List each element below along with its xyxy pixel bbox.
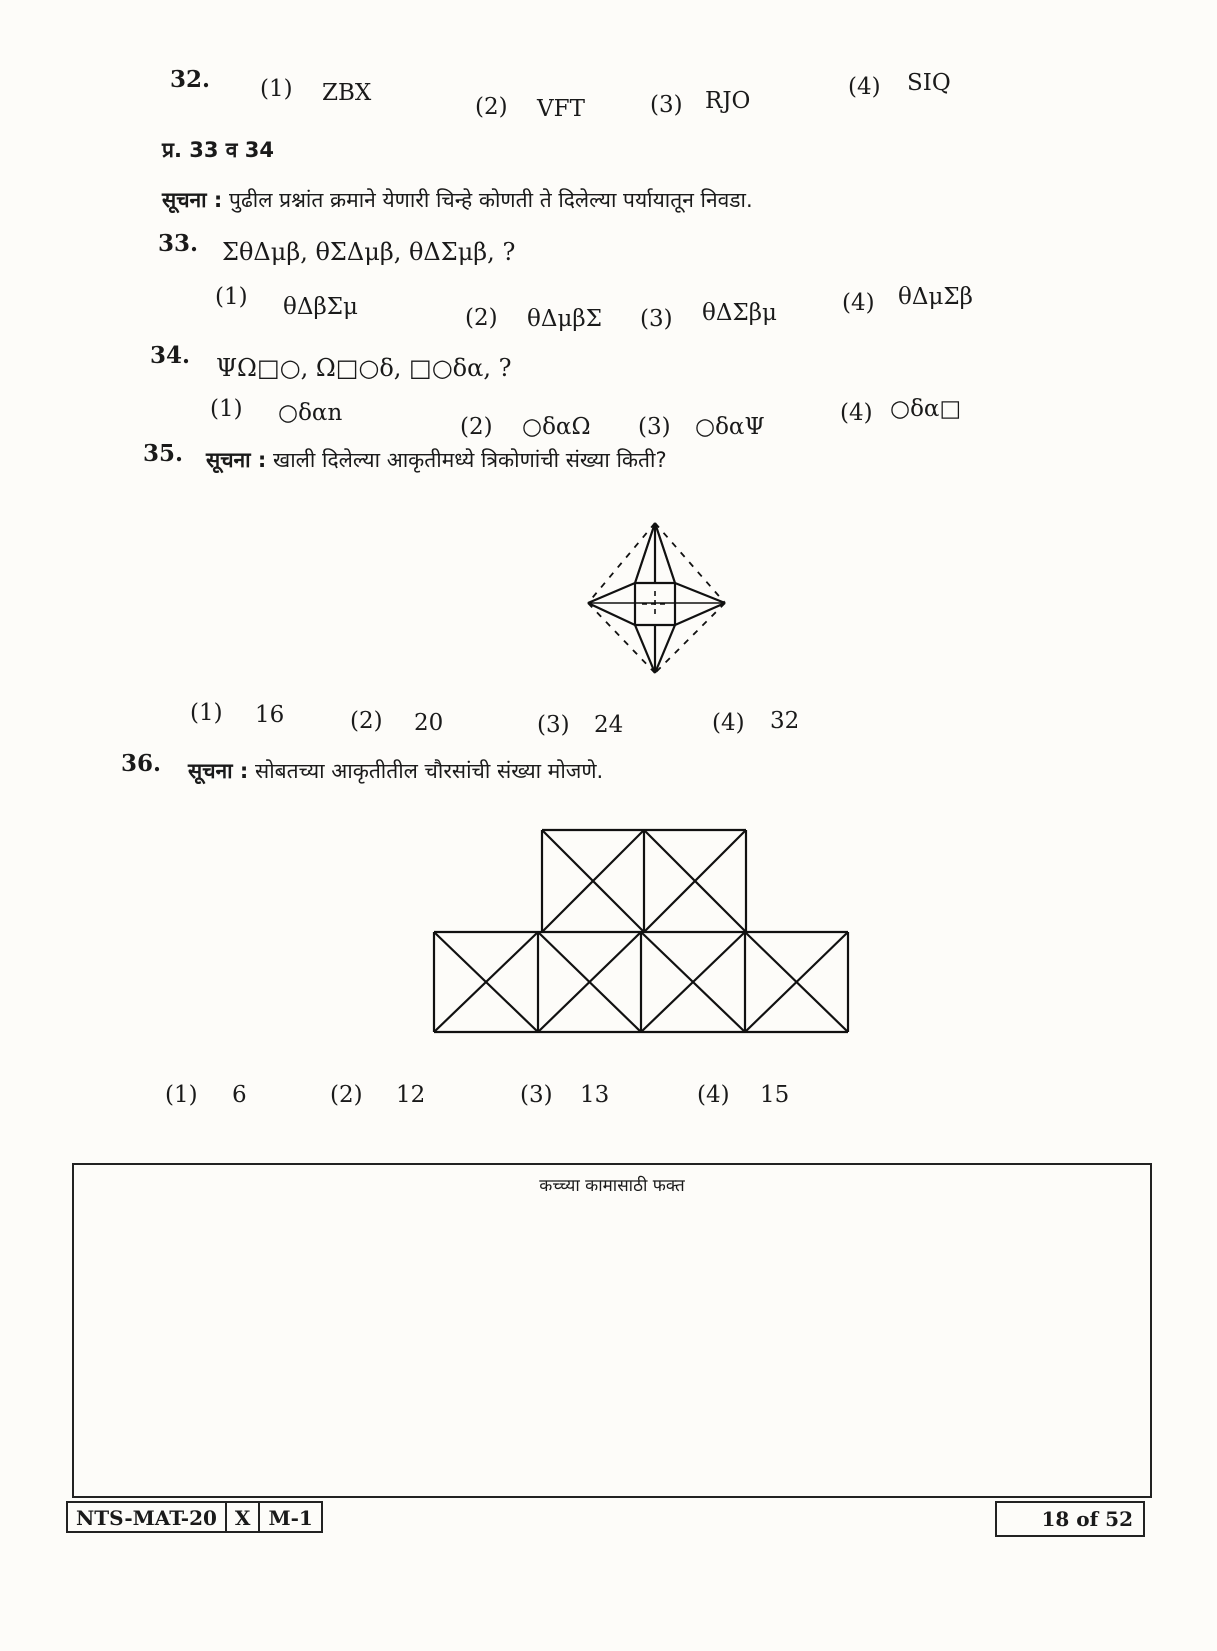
option-text: VFT bbox=[537, 96, 585, 122]
option-text: θΔμΣβ bbox=[898, 284, 973, 310]
instruction bbox=[206, 446, 667, 474]
option-text: 6 bbox=[232, 1082, 247, 1108]
option-label: (3) bbox=[640, 306, 673, 332]
instruction bbox=[188, 757, 603, 785]
option-label: (1) bbox=[190, 700, 223, 726]
question-number: 34. bbox=[150, 342, 191, 369]
question-number: 33. bbox=[158, 230, 199, 257]
option-label: (1) bbox=[210, 396, 243, 422]
option-label: (1) bbox=[260, 76, 293, 102]
option-text: ○δα□ bbox=[890, 396, 962, 422]
symbol-sequence: ΨΩ□○, Ω□○δ, □○δα, ? bbox=[216, 354, 512, 382]
option-label: (4) bbox=[697, 1082, 730, 1108]
option-text: ○δαn bbox=[278, 400, 343, 426]
option-label: (3) bbox=[638, 414, 671, 440]
question-number: 32. bbox=[170, 66, 211, 93]
version-label: M-1 bbox=[268, 1506, 313, 1530]
instruction-label: सूचना : bbox=[162, 188, 223, 212]
section-heading: प्र. 33 व 34 bbox=[162, 138, 274, 162]
option-label: (4) bbox=[712, 710, 745, 736]
instruction-text: पुढील प्रश्नांत क्रमाने येणारी चिन्हे कोणती ते दिलेल्या पर्यायातून निवडा. bbox=[229, 188, 753, 212]
option-text: θΔμβΣ bbox=[527, 306, 602, 332]
rough-work-box bbox=[72, 1163, 1152, 1498]
instruction-label: सूचना : bbox=[188, 759, 249, 783]
instruction-label: सूचना : bbox=[206, 448, 267, 472]
instruction bbox=[162, 186, 753, 214]
exam-code: NTS-MAT-20 bbox=[68, 1503, 227, 1531]
option-text: 13 bbox=[580, 1082, 610, 1108]
option-label: (3) bbox=[650, 92, 683, 118]
option-text: θΔΣβμ bbox=[702, 300, 777, 326]
footer-code-box bbox=[66, 1501, 323, 1533]
option-label: (4) bbox=[842, 290, 875, 316]
symbol-sequence: ΣθΔμβ, θΣΔμβ, θΔΣμβ, ? bbox=[222, 238, 516, 266]
option-label: (2) bbox=[465, 305, 498, 331]
instruction-text: सोबतच्या आकृतीतील चौरसांची संख्या मोजणे. bbox=[255, 759, 604, 783]
option-label: (2) bbox=[350, 708, 383, 734]
class-label: X bbox=[227, 1503, 261, 1531]
triangle-figure bbox=[580, 515, 730, 680]
option-text: RJO bbox=[705, 88, 751, 114]
option-text: 20 bbox=[414, 710, 444, 736]
option-text: 16 bbox=[255, 702, 285, 728]
option-text: 32 bbox=[770, 708, 800, 734]
option-label: (4) bbox=[848, 74, 881, 100]
option-label: (3) bbox=[520, 1082, 553, 1108]
option-text: 12 bbox=[396, 1082, 426, 1108]
option-label: (2) bbox=[475, 94, 508, 120]
option-text: 15 bbox=[760, 1082, 790, 1108]
option-text: ○δαΩ bbox=[522, 414, 591, 440]
option-text: θΔβΣμ bbox=[283, 294, 358, 320]
option-label: (1) bbox=[215, 284, 248, 310]
option-label: (2) bbox=[330, 1082, 363, 1108]
option-text: ○δαΨ bbox=[695, 414, 765, 440]
option-label: (2) bbox=[460, 414, 493, 440]
question-number: 36. bbox=[121, 750, 162, 777]
option-label: (4) bbox=[840, 400, 873, 426]
question-number: 35. bbox=[143, 440, 184, 467]
page-number: 18 of 52 bbox=[995, 1501, 1145, 1537]
option-label: (1) bbox=[165, 1082, 198, 1108]
instruction-text: खाली दिलेल्या आकृतीमध्ये त्रिकोणांची संख्या किती? bbox=[273, 448, 667, 472]
rough-work-title: कच्च्या कामासाठी फक्त bbox=[539, 1176, 685, 1196]
option-text: SIQ bbox=[907, 70, 951, 96]
option-text: 24 bbox=[594, 712, 624, 738]
squares-figure bbox=[420, 820, 860, 1050]
option-label: (3) bbox=[537, 712, 570, 738]
option-text: ZBX bbox=[322, 80, 372, 106]
